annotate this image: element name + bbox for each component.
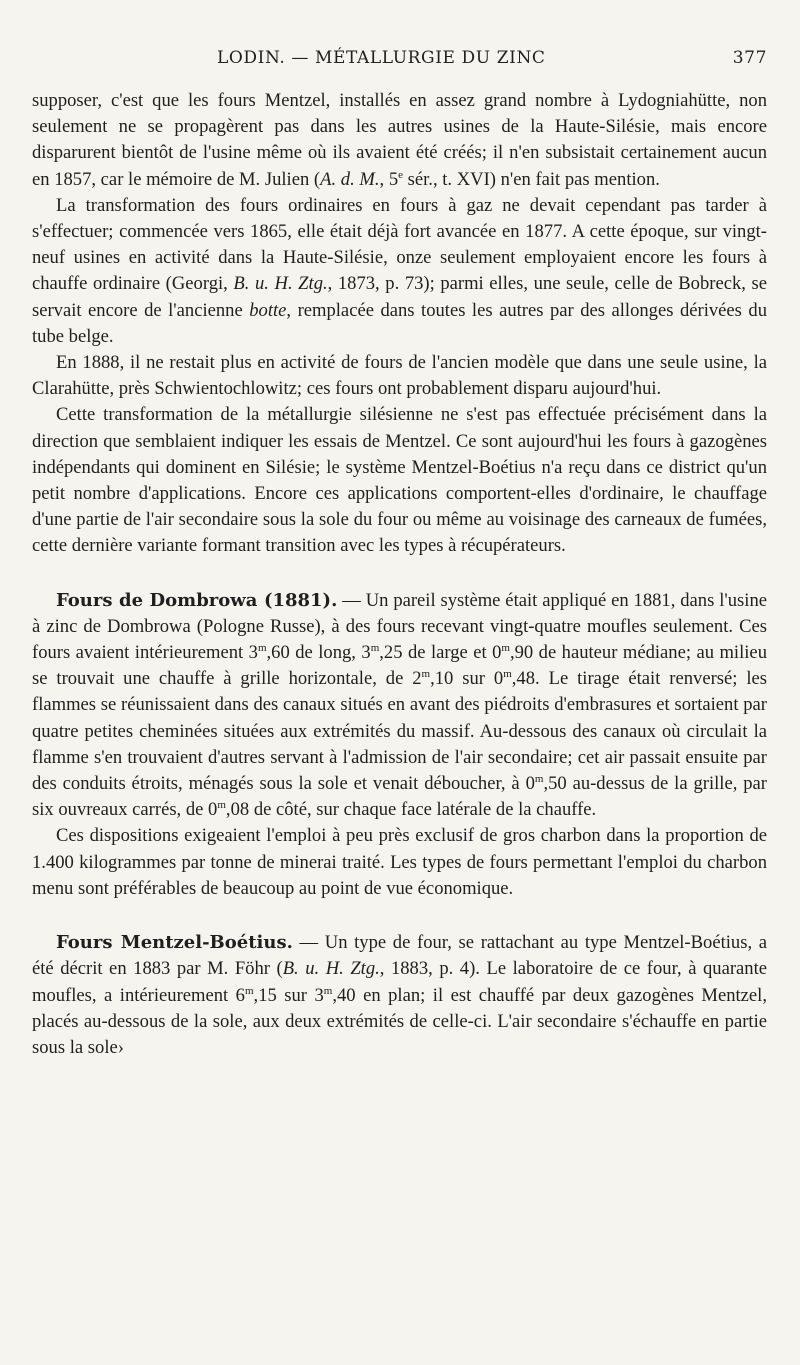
text-run: supposer, c'est que les fours Mentzel, installés en assez grand nombre à Lydogniahütte, non seulement ne se propagèrent pas dans les autres usines de la Haute-Silésie, mais encore disparurent bientôt de l'usine même où ils avaient été créés; il n'en subsistait certainement aucun en 1857, car le mémoire de M. Julien ( xyxy=(32,90,767,190)
text-run: m xyxy=(257,641,267,654)
text-run: A. d. M. xyxy=(320,168,380,190)
paragraph xyxy=(32,823,767,902)
paragraph xyxy=(32,193,767,350)
text-run: ,10 sur 0 xyxy=(430,668,504,690)
running-header xyxy=(32,48,767,74)
text-run: m xyxy=(501,641,510,654)
section-paragraph xyxy=(32,930,767,1061)
paragraph xyxy=(32,402,767,559)
text-run: m xyxy=(370,641,380,654)
text-run: ,08 de côté, sur chaque face latérale de la chauffe. xyxy=(225,799,597,821)
section-heading: Fours de Dombrowa (1881). xyxy=(56,589,338,611)
text-run: , remplacée dans toutes les autres par des allonges dérivées du tube belge. xyxy=(32,299,767,347)
text-run: ,50 au-dessus de la grille, par six ouvreaux carrés, de 0 xyxy=(32,773,767,821)
text-run: botte xyxy=(249,299,287,321)
text-run: sér., t. XVI) n'en fait pas mention. xyxy=(403,168,660,190)
text-run: ,15 sur 3 xyxy=(253,984,324,1006)
text-run: — Un pareil système était appliqué en 1881, dans l'usine à zinc de Dombrowa (Pologne Russe), à des fours recevant vingt-quatre moufles seulement. Ces fours avaient intérieurement 3 xyxy=(32,589,767,664)
text-run: B. u. H. Ztg. xyxy=(233,273,328,295)
text-run: Ces dispositions exigeaient l'emploi à peu près exclusif de gros charbon dans la proportion de 1.400 kilogrammes par tonne de minerai traité. Les types de fours permettant l'emploi du charbon menu sont préférables de beaucoup au point de vue économique. xyxy=(32,825,767,899)
text-run: m xyxy=(534,772,544,785)
text-run: ,40 en plan; il est chauffé par deux gazogènes Mentzel, placés au-dessous de la sole, aux deux extrémités de celle-ci. L'air secondaire s'échauffe en partie sous la sole› xyxy=(32,984,767,1058)
section-paragraph xyxy=(32,588,767,824)
paragraph xyxy=(32,88,767,193)
section-heading: Fours Mentzel-Boétius. xyxy=(56,932,293,954)
text-run: La transformation des fours ordinaires en fours à gaz ne devait cependant pas tarder à s'effectuer; commencée vers 1865, elle était déjà fort avancée en 1877. A cette époque, sur vingt-neuf usines en activité dans la Haute-Silésie, onze seulement employaient encore les fours à chauffe ordinaire (Georgi, xyxy=(32,194,767,295)
text-run: m xyxy=(217,799,226,812)
text-run: m xyxy=(244,984,254,997)
text-run: Cette transformation de la métallurgie silésienne ne s'est pas effectuée précisément dans la direction que semblaient indiquer les essais de Mentzel. Ce sont aujourd'hui les fours à gazogènes indépendants qui dominent en Silésie; le système Mentzel-Boétius n'a reçu dans ce district qu'un petit nombre d'applications. Encore ces applications comportent-elles d'ordinaire, le chauffage d'une partie de l'air secondaire sous la sole du four ou même au voisinage des carneaux de fumées, cette dernière variante formant transition avec les types à récupérateurs. xyxy=(32,404,767,557)
text-run: , 1883, p. 4). Le laboratoire de ce four, à quarante moufles, a intérieurement 6 xyxy=(32,958,767,1006)
text-run: ,90 de hauteur médiane; au milieu se trouvait une chauffe à grille horizontale, de 2 xyxy=(32,642,767,690)
text-run: e xyxy=(398,168,403,181)
page-number: 377 xyxy=(732,48,767,68)
paragraph xyxy=(32,350,767,402)
text-run: ,48. Le tirage était renversé; les flammes se réunissaient dans des canaux situés en avant des piédroits d'embrasures et sortaient par quatre petites cheminées situées aux extrémités du massif. Au-dessous des canaux où circulait la flamme s'en trouvaient d'autres servant à l'admission de l'air secondaire; cet air passait ensuite par des conduits étroits, ménagés sous la sole et venait déboucher, à 0 xyxy=(32,668,767,795)
text-run: — Un type de four, se rattachant au type Mentzel-Boétius, a été décrit en 1883 par M. Föhr ( xyxy=(32,932,768,980)
text-run: , 5 xyxy=(379,168,399,190)
text-run: ,60 de long, 3 xyxy=(266,642,371,664)
text-run: m xyxy=(421,668,431,681)
running-title: LODIN. — MÉTALLURGIE DU ZINC xyxy=(217,48,546,68)
text-run: ,25 de large et 0 xyxy=(379,642,502,664)
text-run: m xyxy=(323,984,333,997)
text-run: En 1888, il ne restait plus en activité de fours de l'ancien modèle que dans une seule usine, la Clarahütte, près Schwientochlowitz; ces fours ont probablement disparu aujourd'hui. xyxy=(32,352,767,400)
body-text xyxy=(32,88,767,1061)
text-run: m xyxy=(503,668,512,681)
text-run: B. u. H. Ztg. xyxy=(282,958,380,980)
text-run: , 1873, p. 73); parmi elles, une seule, celle de Bobreck, se servait encore de l'ancienne xyxy=(32,273,767,321)
